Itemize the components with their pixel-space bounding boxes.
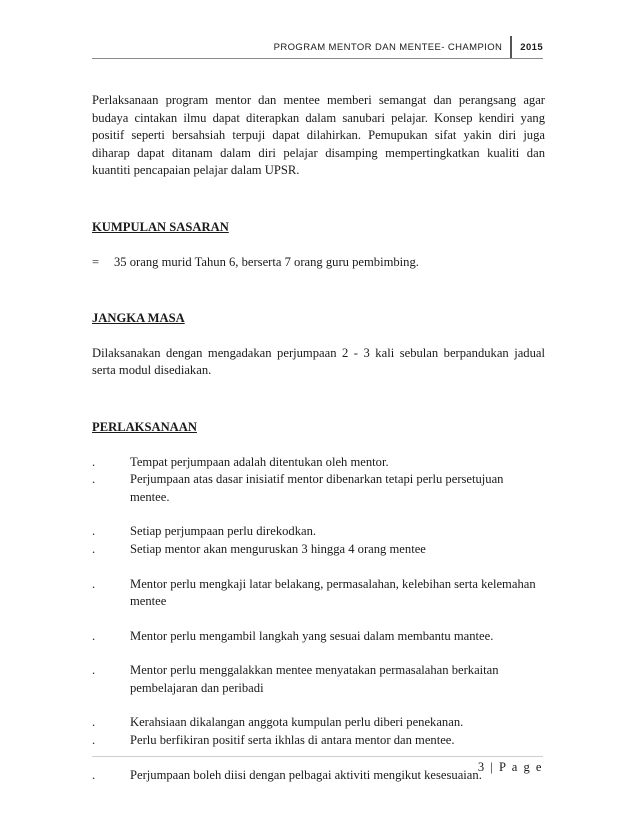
list-item: . Mentor perlu mengambil langkah yang sesuai dalam membantu mantee. bbox=[92, 628, 545, 646]
heading-kumpulan-sasaran: KUMPULAN SASARAN bbox=[92, 219, 229, 234]
header-rule bbox=[92, 58, 543, 59]
footer-rule bbox=[92, 756, 543, 757]
bullet-mark: . bbox=[92, 576, 96, 591]
list-item: . Mentor perlu mengkaji latar belakang, permasalahan, kelebihan serta kelemahan mentee bbox=[92, 576, 545, 611]
list-item: . Setiap perjumpaan perlu direkodkan. bbox=[92, 523, 545, 541]
list-item: . Perlu berfikiran positif serta ikhlas di antara mentor dan mentee. bbox=[92, 732, 545, 750]
masa-paragraph: Dilaksanakan dengan mengadakan perjumpaan 2 - 3 kali sebulan berpandukan jadual serta modul disediakan. bbox=[92, 345, 545, 378]
bullet-mark: . bbox=[92, 715, 96, 730]
bullet-mark: . bbox=[92, 767, 96, 782]
bullet-mark: . bbox=[92, 541, 96, 556]
list-item: . Setiap mentor akan menguruskan 3 hingga 4 orang mentee bbox=[92, 541, 545, 559]
heading-perlaksanaan: PERLAKSANAAN bbox=[92, 419, 197, 434]
list-item: . Kerahsiaan dikalangan anggota kumpulan perlu diberi penekanan. bbox=[92, 714, 545, 732]
bullet-mark: . bbox=[92, 733, 96, 748]
list-item: . Tempat perjumpaan adalah ditentukan oleh mentor. bbox=[92, 454, 545, 472]
page-content bbox=[92, 92, 545, 784]
perlaksanaan-list bbox=[92, 454, 545, 785]
bullet-mark: . bbox=[92, 454, 96, 469]
header-year: 2015 bbox=[520, 41, 543, 53]
sasaran-line bbox=[92, 254, 545, 272]
header-program-title: PROGRAM MENTOR DAN MENTEE- CHAMPION bbox=[273, 41, 503, 53]
sasaran-text: 35 orang murid Tahun 6, berserta 7 orang guru pembimbing. bbox=[114, 254, 419, 269]
bullet-mark: . bbox=[92, 472, 96, 487]
heading-jangka-masa: JANGKA MASA bbox=[92, 311, 185, 326]
page-header bbox=[274, 36, 543, 58]
page-number: 3 | P a g e bbox=[477, 760, 543, 774]
sasaran-equals: = bbox=[92, 254, 100, 269]
list-item: . Mentor perlu menggalakkan mentee menyatakan permasalahan berkaitan pembelajaran dan peribadi bbox=[92, 662, 545, 697]
list-item: . Perjumpaan boleh diisi dengan pelbagai aktiviti mengikut kesesuaian. bbox=[92, 767, 545, 785]
bullet-mark: . bbox=[92, 628, 96, 643]
bullet-mark: . bbox=[92, 524, 96, 539]
list-item: . Perjumpaan atas dasar inisiatif mentor dibenarkan tetapi perlu persetujuan mentee. bbox=[92, 471, 545, 506]
intro-paragraph: Perlaksanaan program mentor dan mentee memberi semangat dan perangsang agar budaya cintakan ilmu dapat diterapkan dalam sanubari pelajar. Konsep kendiri yang positif seperti bersahsiah terpuji dapat dilahirkan. Pemupukan sifat yakin diri juga diharap dapat ditanam dalam diri pelajar disamping mempertingkatkan kualiti dan kuantiti pencapaian pelajar dalam UPSR. bbox=[92, 93, 545, 178]
bullet-mark: . bbox=[92, 663, 96, 678]
